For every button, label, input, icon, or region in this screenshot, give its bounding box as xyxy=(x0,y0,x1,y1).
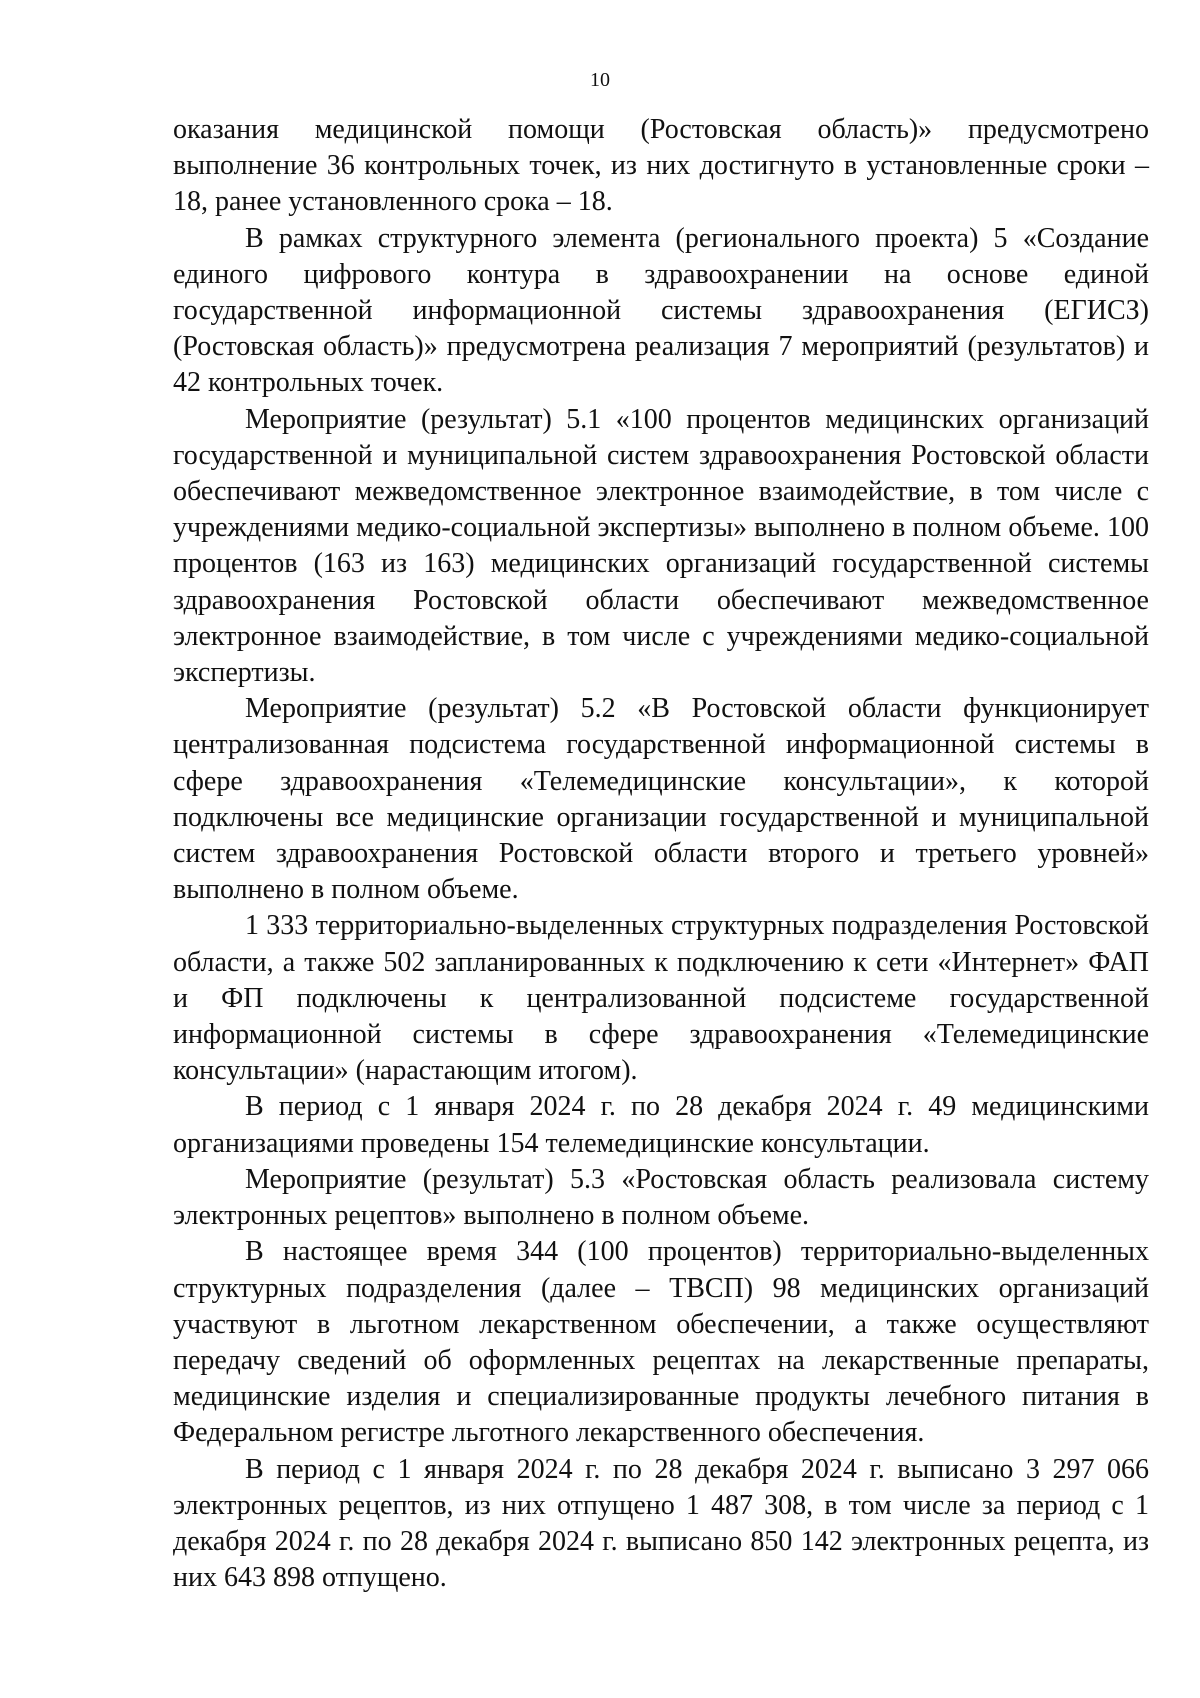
paragraph-measure-5-1: Мероприятие (результат) 5.1 «100 процентов медицинских организаций государственной и муниципальной систем здравоохранения Ростовской области обеспечивают межведомственное электронное взаимодействие, в том числе с учреждениями медико-социальной экспертизы» выполнено в полном объеме. 100 процентов (163 из 163) медицинских организаций государственной системы здравоохранения Ростовской области обеспечивают межведомственное электронное взаимодействие, в том числе с учреждениями медико-социальной экспертизы. xyxy=(173,403,1149,689)
page-number: 10 xyxy=(590,69,610,91)
paragraph-continuation: оказания медицинской помощи (Ростовская область)» предусмотрено выполнение 36 контрольных точек, из них достигнуто в установленные сроки – 18, ранее установленного срока – 18. xyxy=(173,114,1149,218)
paragraph-structural-units: 1 333 территориально-выделенных структурных подразделения Ростовской области, а также 502 запланированных к подключению к сети «Интернет» ФАП и ФП подключены к централизованной подсистеме государственной информационной системы в сфере здравоохранения «Телемедицинские консультации» (нарастающим итогом). xyxy=(173,910,1149,1087)
document-body xyxy=(173,112,1149,1596)
paragraph-regional-project-5: В рамках структурного элемента (регионального проекта) 5 «Создание единого цифрового контура в здравоохранении на основе единой государственной информационной системы здравоохранения (ЕГИСЗ) (Ростовская область)» предусмотрена реализация 7 мероприятий (результатов) и 42 контрольных точек. xyxy=(173,222,1149,399)
paragraph-measure-5-2: Мероприятие (результат) 5.2 «В Ростовской области функционирует централизованная подсистема государственной информационной системы в сфере здравоохранения «Телемедицинские консультации», к которой подключены все медицинские организации государственной и муниципальной систем здравоохранения Ростовской области второго и третьего уровней» выполнено в полном объеме. xyxy=(173,693,1149,906)
paragraph-telemedicine-consultations: В период с 1 января 2024 г. по 28 декабря 2024 г. 49 медицинскими организациями проведены 154 телемедицинские консультации. xyxy=(173,1091,1149,1159)
paragraph-measure-5-3: Мероприятие (результат) 5.3 «Ростовская область реализовала систему электронных рецептов» выполнено в полном объеме. xyxy=(173,1163,1149,1232)
paragraph-electronic-prescriptions: В период с 1 января 2024 г. по 28 декабря 2024 г. выписано 3 297 066 электронных рецептов, из них отпущено 1 487 308, в том числе за период с 1 декабря 2024 г. по 28 декабря 2024 г. выписано 850 142 электронных рецепта, из них 643 898 отпущено. xyxy=(173,1453,1149,1594)
paragraph-current-status: В настоящее время 344 (100 процентов) территориально-выделенных структурных подразделения (далее – ТВСП) 98 медицинских организаций участвуют в льготном лекарственном обеспечении, а также осуществляют передачу сведений об оформленных рецептах на лекарственные препараты, медицинские изделия и специализированные продукты лечебного питания в Федеральном регистре льготного лекарственного обеспечения. xyxy=(173,1236,1149,1449)
